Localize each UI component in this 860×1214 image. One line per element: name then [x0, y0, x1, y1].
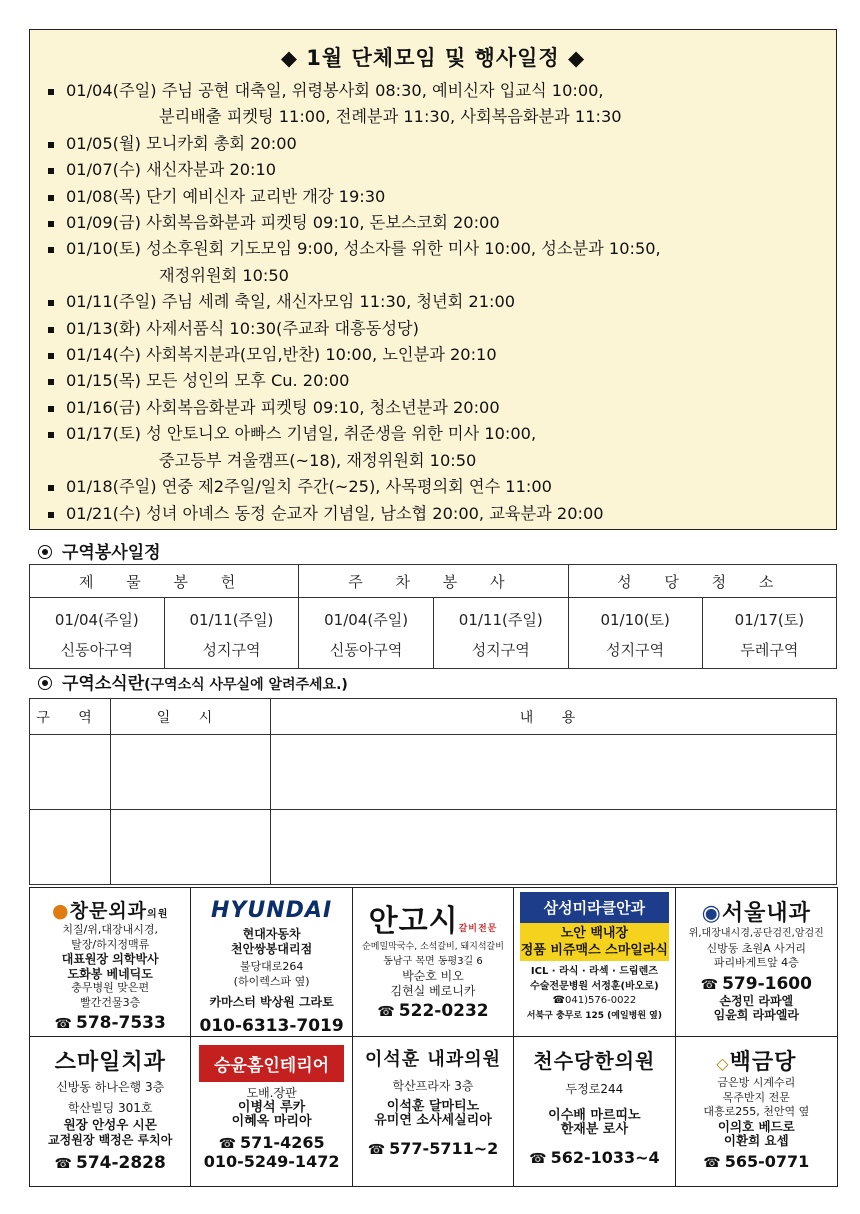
news-table [29, 698, 837, 885]
schedule-item [46, 368, 836, 394]
news-header-row [30, 699, 837, 735]
news-header-district: 구 역 [30, 699, 111, 735]
news-cell [271, 735, 837, 810]
news-section-title: 구역소식란 [62, 674, 145, 694]
schedule-item-text: 01/21(수) 성녀 아녜스 동정 순교자 기념일, 남소협 20:00, 교육분과 20:00 [66, 503, 604, 523]
phone-icon: ☎ [218, 1135, 237, 1152]
news-section-heading [38, 669, 348, 694]
duty-district: 성지구역 [433, 635, 568, 669]
schedule-item-text: 01/16(금) 사회복음화분과 피켓팅 09:10, 청소년분과 20:00 [66, 397, 500, 417]
ad-line: 동남구 목면 동평3길 6 [383, 955, 483, 967]
ad-line: ICL · 라식 · 라섹 · 드림렌즈 [530, 966, 658, 977]
ad-line: 불당대로264 [239, 960, 304, 973]
ad-highlight: 노안 백내장 정품 비쥬맥스 스마일라식 [520, 923, 668, 961]
schedule-item [46, 421, 836, 474]
ad-name: 천수당한의원 [533, 1049, 656, 1073]
schedule-item [46, 157, 836, 183]
diamond-logo-icon: ◇ [716, 1054, 730, 1073]
ad-line: 서북구 충무로 125 (예일병원 옆) [526, 1010, 662, 1021]
duty-date: 01/04(주일) [299, 598, 434, 636]
phone-icon: ☎ [700, 976, 719, 993]
ad-line: 유미연 소사세실리아 [374, 1113, 492, 1128]
clinic-logo-icon: ◉ [701, 901, 722, 926]
ad-line: 이혜옥 마리아 [231, 1114, 312, 1129]
ad-name: ◉서울내과 [701, 901, 811, 926]
schedule-item-text: 01/15(목) 모든 성인의 모후 Cu. 20:00 [66, 371, 350, 391]
ad-line: 신방동 하나은행 3층 [56, 1080, 165, 1094]
ad-name: 승윤홈인테리어 [199, 1045, 343, 1082]
schedule-item [46, 289, 836, 315]
duty-district: 두레구역 [702, 635, 836, 669]
ad-line: 학산프라자 3층 [392, 1079, 474, 1093]
ad-line: 이석훈 달마티노 [386, 1098, 480, 1114]
schedule-item [46, 501, 836, 527]
ad-line: 손정민 라파엘 [719, 993, 794, 1008]
schedule-item-text: 01/08(목) 단기 예비신자 교리반 개강 19:30 [66, 186, 386, 206]
ad-line: 충무병원 맞은편 [71, 981, 150, 994]
schedule-item [46, 131, 836, 157]
ad-name: ●창문외과의원 [52, 900, 169, 922]
news-cell [271, 810, 837, 885]
schedule-item-text: 01/14(수) 사회복지분과(모임,반찬) 10:00, 노인분과 20:10 [66, 345, 497, 365]
news-header-datetime: 일 시 [111, 699, 271, 735]
schedule-item [46, 210, 836, 236]
ad-line: 금은방 시계수리 [717, 1076, 796, 1089]
ad-line: 치질/위,대장내시경, [62, 923, 159, 936]
schedule-item-continuation: 중고등부 겨울캠프(~18), 재정위원회 10:50 [159, 450, 477, 470]
ad-name: ◇백금당 [716, 1050, 797, 1075]
ad-lee-internal [353, 1037, 514, 1186]
duty-header-row [30, 565, 837, 598]
ad-phone: ☎ 579-1600 [700, 973, 812, 994]
ad-line: 수술전문병원 서정훈(바오로) [530, 980, 659, 992]
ad-line: 목주반지 전문 [722, 1090, 790, 1104]
ad-baekgeumdang [676, 1037, 837, 1186]
ad-phone: ☎ 578-7533 [54, 1013, 166, 1033]
ad-name: 이석훈 내과의원 [365, 1049, 501, 1070]
ad-line: 빨간건물3층 [80, 995, 141, 1009]
phone-icon: ☎ [529, 1150, 547, 1167]
bullet-circle-icon [38, 676, 52, 690]
ad-phone: ☎ 562-1033~4 [529, 1147, 660, 1167]
ad-name: 안고시갈비전문 [368, 904, 498, 939]
duty-district: 성지구역 [164, 635, 299, 669]
ad-line: 현대자동차 [242, 927, 301, 941]
schedule-item-text: 01/17(토) 성 안토니오 아빠스 기념일, 취준생을 위한 미사 10:00, [66, 424, 537, 444]
duty-district: 성지구역 [568, 635, 702, 669]
ad-phone-mobile: 010-5249-1472 [203, 1151, 340, 1171]
ad-name: 스마일치과 [54, 1049, 166, 1075]
schedule-item-continuation: 분리배출 피켓팅 11:00, 전례분과 11:30, 사회복음화분과 11:30 [159, 107, 622, 127]
ad-line: 한재분 로사 [560, 1122, 629, 1137]
schedule-item [46, 395, 836, 421]
ad-phone: ☎ 522-0232 [377, 1001, 489, 1021]
schedule-item-text: 01/09(금) 사회복음화분과 피켓팅 09:10, 돈보스코회 20:00 [66, 213, 500, 233]
duty-date-row [30, 598, 837, 636]
duty-section-title: 구역봉사일정 [62, 543, 161, 563]
sponsor-ads-grid [29, 887, 838, 1187]
schedule-item-text: 01/10(토) 성소후원회 기도모임 9:00, 성소자를 위한 미사 10:00, 성소분과 10:50, [66, 239, 661, 259]
duty-date: 01/17(토) [702, 598, 836, 636]
schedule-item-text: 01/13(화) 사제서품식 10:30(주교좌 대흥동성당) [66, 318, 419, 338]
ad-line: 천안쌍봉대리점 [231, 941, 313, 956]
ad-line: 박순호 비오 [402, 969, 464, 983]
ad-seoul-internal [676, 888, 837, 1037]
schedule-item-text: 01/05(월) 모니카회 총회 20:00 [66, 133, 297, 153]
ad-line: 이환희 요셉 [723, 1133, 789, 1148]
phone-icon: ☎ [54, 1156, 72, 1172]
duty-date: 01/04(주일) [30, 598, 165, 636]
ad-changmun-surgery [30, 888, 191, 1037]
duty-date: 01/11(주일) [164, 598, 299, 636]
schedule-item-text: 01/04(주일) 주님 공현 대축일, 위령봉사회 08:30, 예비신자 입교식 10:00, [66, 81, 604, 100]
schedule-item-text: 01/18(주일) 연중 제2주일/일치 주간(~25), 사목평의회 연수 11:00 [66, 477, 552, 497]
ad-line: 위,대장내시경,공단검진,암검진 [688, 928, 824, 939]
duty-district-row [30, 635, 837, 669]
duty-date: 01/11(주일) [433, 598, 568, 636]
ad-line: 순메밀막국수, 소석갈비, 돼지석갈비 [362, 942, 504, 952]
duty-date: 01/10(토) [568, 598, 702, 636]
ad-line: 학산빌딩 301호 [67, 1100, 153, 1115]
ad-line: 카마스터 박상원 그라토 [209, 995, 334, 1009]
schedule-list [30, 78, 836, 527]
ad-line: 신방동 초원A 사거리 [706, 941, 807, 955]
duty-header-cleaning: 성 당 청 소 [568, 565, 836, 598]
phone-icon: ☎ [703, 1154, 721, 1171]
schedule-item [46, 184, 836, 210]
ad-line: 대흥로255, 천안역 옆 [703, 1105, 810, 1118]
ad-seungyun-interior [191, 1037, 352, 1186]
ad-line: 파리바게트앞 4층 [713, 956, 799, 969]
ad-phone: ☎ 565-0771 [703, 1151, 810, 1171]
schedule-item-text: 01/07(수) 새신자분과 20:10 [66, 160, 277, 180]
schedule-item [46, 236, 836, 289]
schedule-item [46, 316, 836, 342]
phone-icon: ☎ [552, 995, 566, 1006]
ad-phone: ☎ 577-5711~2 [367, 1138, 499, 1158]
duty-header-parking: 주 차 봉 사 [299, 565, 568, 598]
news-row [30, 810, 837, 885]
duty-district: 신동아구역 [299, 635, 434, 669]
schedule-title: ◆ 1월 단체모임 및 행사일정 ◆ [280, 46, 586, 70]
news-cell [111, 735, 271, 810]
phone-icon: ☎ [54, 1016, 72, 1032]
news-header-content: 내 용 [271, 699, 837, 735]
ad-line: 도배.장판 [246, 1086, 297, 1100]
clinic-logo-icon: ● [52, 900, 70, 922]
ad-line: 원장 안성우 시몬 [63, 1117, 157, 1132]
ad-phone: ☎ 574-2828 [54, 1153, 166, 1173]
duty-header-offering: 제 물 봉 헌 [30, 565, 299, 598]
ad-line: 교정원장 백정은 루치아 [48, 1132, 173, 1147]
ad-samsung-miracle-eye [514, 888, 675, 1037]
duty-section-heading [38, 538, 161, 563]
schedule-item [46, 78, 836, 131]
news-cell [30, 810, 111, 885]
ad-line: 탈장/하지정맥류 [71, 937, 150, 951]
ad-angosi [353, 888, 514, 1037]
schedule-item-continuation: 재정위원회 10:50 [159, 265, 289, 285]
ad-phone: ☎ 571-4265 [218, 1132, 325, 1152]
ad-smile-dental [30, 1037, 191, 1186]
news-section-note: (구역소식 사무실에 알려주세요.) [144, 677, 348, 693]
ad-line: 임윤희 라파엘라 [713, 1008, 799, 1022]
phone-icon: ☎ [377, 1004, 395, 1020]
ad-line: ☎041)576-0022 [552, 995, 637, 1006]
ad-line: 김현실 베로니카 [390, 983, 476, 998]
ad-line: 이병석 루카 [237, 1099, 306, 1115]
ad-line: 두정로244 [565, 1082, 624, 1096]
news-cell [30, 735, 111, 810]
event-schedule-box [29, 29, 837, 530]
duty-district: 신동아구역 [30, 635, 165, 669]
duty-table [29, 564, 837, 669]
ad-cheonsudang [514, 1037, 675, 1186]
phone-icon: ☎ [367, 1141, 386, 1158]
news-row [30, 735, 837, 810]
ad-line: (하이렉스파 옆) [233, 974, 310, 988]
hyundai-logo-icon: HYUNDAI [211, 898, 333, 923]
ad-line: 도화봉 베네딕도 [67, 966, 153, 981]
ad-line: 대표원장 의학박사 [61, 952, 159, 966]
ad-line: 이의호 베드로 [717, 1118, 795, 1134]
schedule-item-text: 01/11(주일) 주님 세례 축일, 새신자모임 11:30, 청년회 21:00 [66, 292, 516, 312]
news-cell [111, 810, 271, 885]
ad-line: 이수배 마르띠노 [548, 1107, 641, 1123]
ad-phone: 010-6313-7019 [199, 1015, 344, 1036]
schedule-item [46, 474, 836, 500]
ad-hyundai [191, 888, 352, 1037]
bullet-circle-icon [38, 545, 52, 559]
schedule-item [46, 342, 836, 368]
ad-name: 삼성미라클안과 [520, 892, 668, 923]
